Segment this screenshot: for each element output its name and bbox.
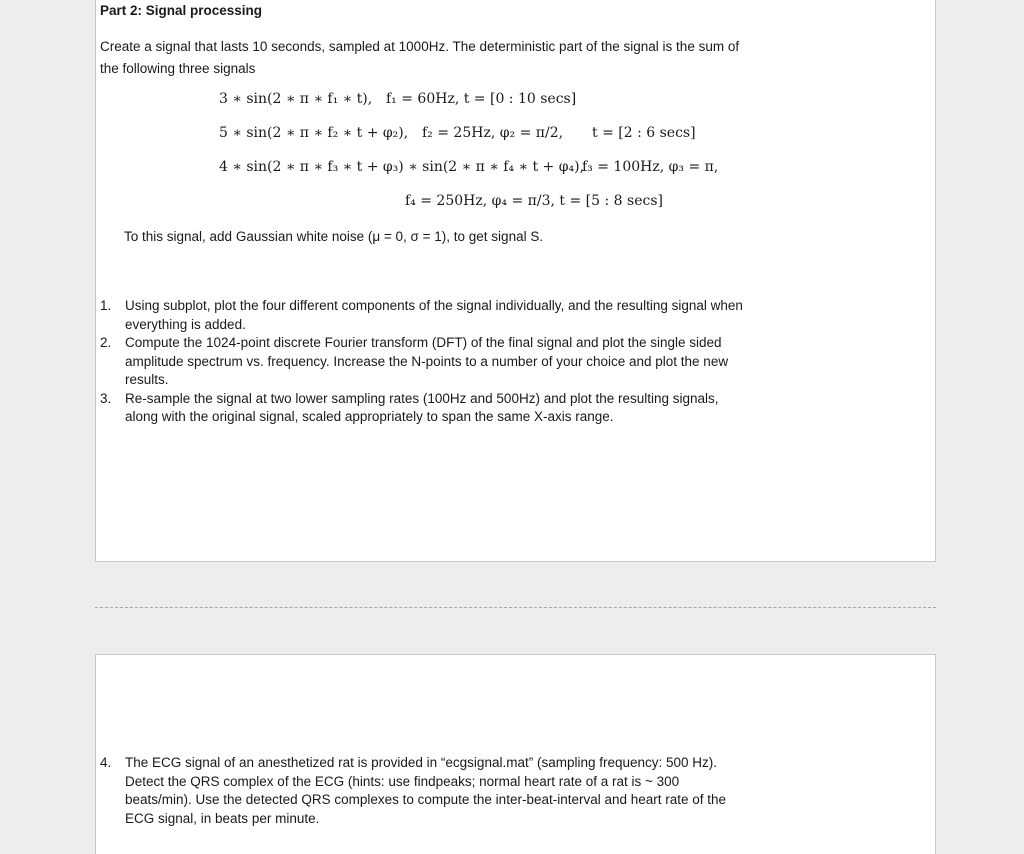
equation-2-time-range: t = [2 : 6 secs]: [592, 125, 696, 141]
document-page-1: [95, 0, 936, 562]
part-heading: Part 2: Signal processing: [100, 3, 263, 18]
list-item-number: 3.: [100, 390, 112, 406]
list-item-number: 4.: [100, 755, 112, 770]
equation-3-expression: 4 ∗ sin(2 ∗ π ∗ f₃ ∗ t + φ₃) ∗ sin(2 ∗ π ∗ f₄ ∗ t + φ₄),: [219, 159, 585, 175]
list-item-number: 2.: [100, 335, 112, 350]
list-item: [100, 390, 750, 427]
page-break-divider: [95, 607, 936, 608]
list-item-text: Compute the 1024-point discrete Fourier transform (DFT) of the final signal and plot the single sided amplitude spectrum vs. frequency. Increase the N-points to a number of your choice and plot the new results.: [125, 335, 729, 387]
equation-1-parameters: f₁ = 60Hz, t = [0 : 10 secs]: [386, 91, 577, 107]
equation-2-expression: 5 ∗ sin(2 ∗ π ∗ f₂ ∗ t + φ₂),: [219, 125, 409, 141]
list-item-text: Re-sample the signal at two lower sampling rates (100Hz and 500Hz) and plot the resulting signals, along with the original signal, scaled appropriately to span the same X-axis range.: [125, 390, 719, 424]
intro-paragraph: Create a signal that lasts 10 seconds, sampled at 1000Hz. The deterministic part of the signal is the sum of the following three signals: [100, 39, 740, 76]
list-item: [100, 297, 750, 334]
noise-instruction: To this signal, add Gaussian white noise (μ = 0, σ = 1), to get signal S.: [124, 229, 544, 244]
equation-4-parameters: f₄ = 250Hz, φ₄ = π/3, t = [5 : 8 secs]: [405, 193, 663, 209]
list-item-text: Using subplot, plot the four different components of the signal individually, and the resulting signal when everything is added.: [125, 298, 743, 332]
list-item-text: The ECG signal of an anesthetized rat is provided in “ecgsignal.mat” (sampling frequency: 500 Hz). Detect the QRS complex of the ECG (hints: use findpeaks; normal heart rate of a rat is ~ 300 beats/min). Use the detected QRS complexes to compute the inter-beat-interval and heart rate of the ECG signal, in beats per minute.: [125, 755, 727, 826]
equation-3-parameters: f₃ = 100Hz, φ₃ = π,: [582, 159, 719, 175]
equation-1-expression: 3 ∗ sin(2 ∗ π ∗ f₁ ∗ t),: [219, 91, 373, 107]
task-list: [100, 297, 750, 427]
equation-2-parameters: f₂ = 25Hz, φ₂ = π/2,: [422, 125, 564, 141]
list-item-number: 1.: [100, 298, 112, 313]
list-item: [100, 754, 740, 828]
task-list-continued: [100, 754, 740, 828]
list-item: [100, 334, 750, 390]
